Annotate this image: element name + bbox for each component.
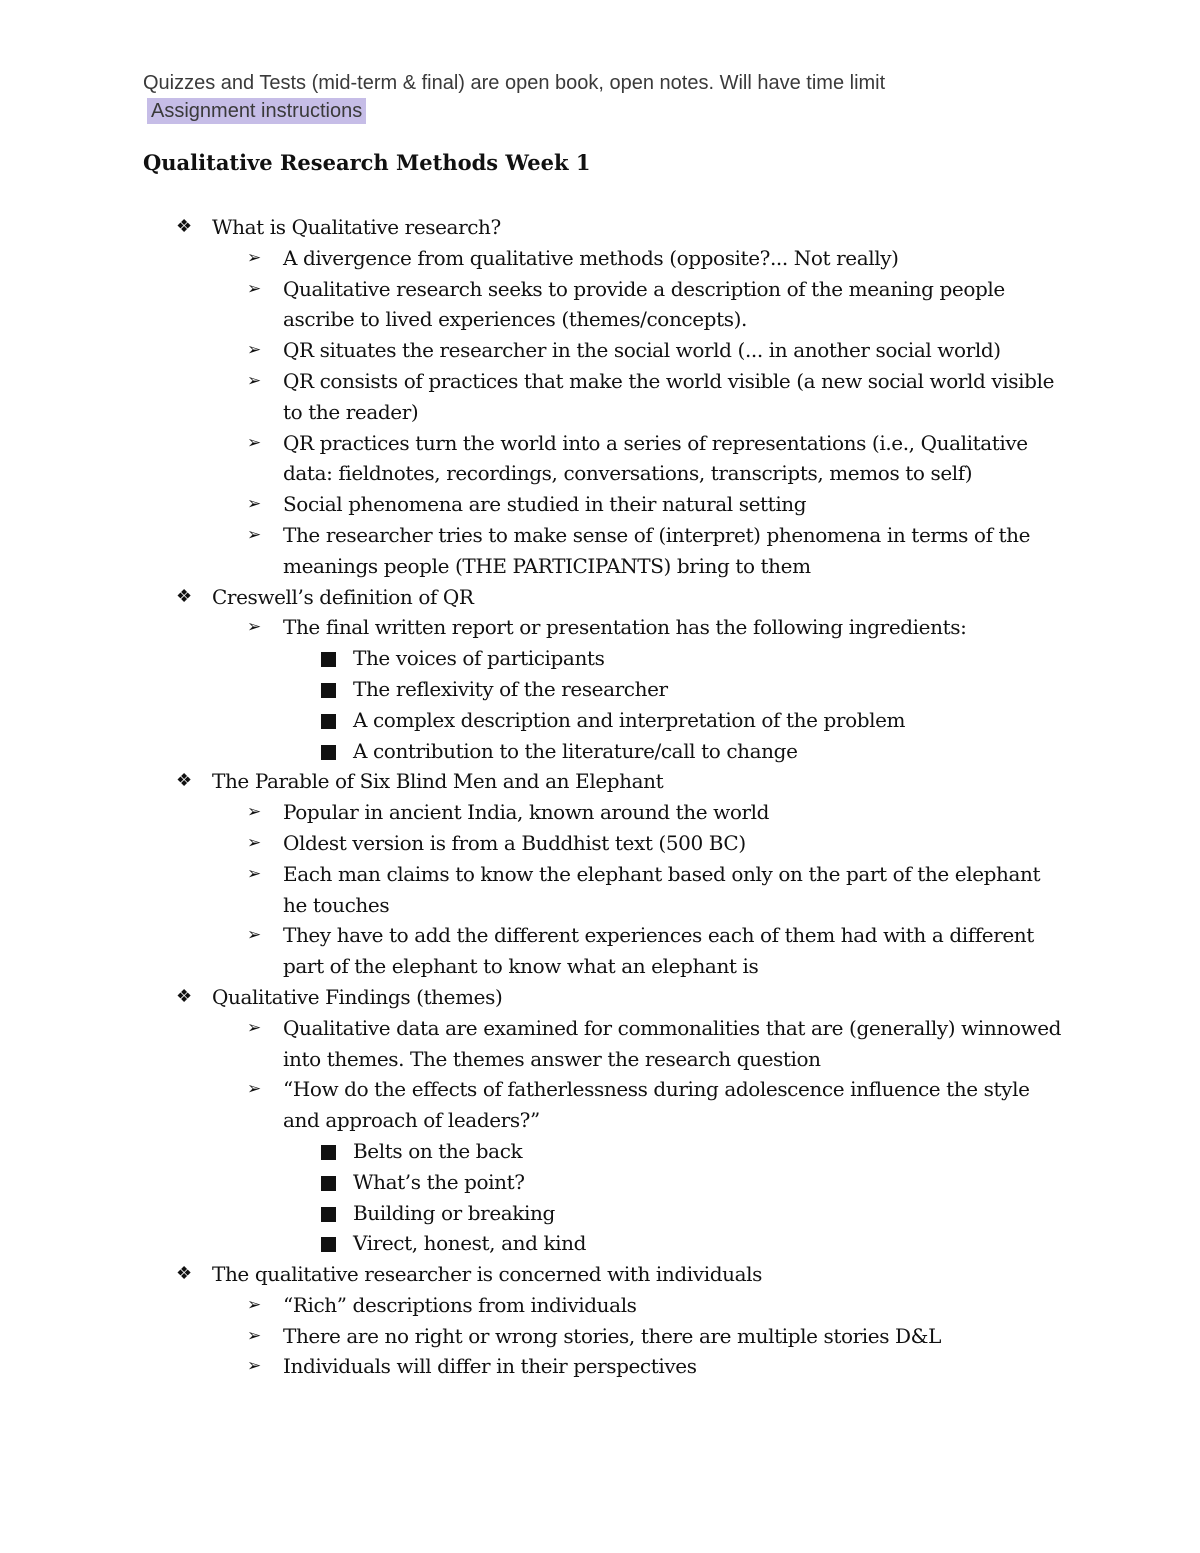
- arrow-bullet-icon: ➢: [247, 925, 262, 946]
- notes-outline: [0, 212, 1200, 1382]
- square-bullet-icon: [321, 1207, 336, 1222]
- outline-item-text: A divergence from qualitative methods (opposite?... Not really): [283, 245, 899, 270]
- outline-item-text: “Rich” descriptions from individuals: [283, 1292, 637, 1317]
- outline-item-level-3: [0, 643, 1200, 674]
- outline-item-level-2: [0, 366, 1063, 428]
- outline-item-text: The voices of participants: [353, 646, 605, 671]
- outline-item-level-3: [0, 1198, 1200, 1229]
- outline-item-level-1: [0, 766, 1200, 797]
- outline-item-level-3: [0, 736, 1200, 767]
- outline-item-text: Building or breaking: [353, 1200, 555, 1225]
- outline-item-text: QR situates the researcher in the social world (... in another social world): [283, 338, 1001, 363]
- arrow-bullet-icon: ➢: [247, 340, 262, 361]
- outline-item-level-2: [0, 1074, 1063, 1136]
- outline-item-text: Creswell’s definition of QR: [212, 584, 474, 609]
- square-bullet-icon: [321, 1145, 336, 1160]
- arrow-bullet-icon: ➢: [247, 617, 262, 638]
- arrow-bullet-icon: ➢: [247, 1294, 262, 1315]
- outline-item-text: “How do the effects of fatherlessness during adolescence influence the style and approach of leaders?”: [283, 1077, 1030, 1133]
- outline-item-text: There are no right or wrong stories, there are multiple stories D&L: [283, 1323, 941, 1348]
- outline-item-level-2: [0, 335, 1063, 366]
- outline-item-text: Individuals will differ in their perspectives: [283, 1354, 697, 1379]
- arrow-bullet-icon: ➢: [247, 1017, 262, 1038]
- outline-item-level-1: [0, 212, 1200, 243]
- square-bullet-icon: [321, 714, 336, 729]
- square-bullet-icon: [321, 1176, 336, 1191]
- arrow-bullet-icon: ➢: [247, 802, 262, 823]
- outline-item-level-2: [0, 274, 1063, 336]
- outline-item-text: What’s the point?: [353, 1169, 525, 1194]
- outline-item-text: What is Qualitative research?: [212, 215, 501, 239]
- square-bullet-icon: [321, 683, 336, 698]
- outline-item-level-2: [0, 243, 1063, 274]
- outline-item-text: Popular in ancient India, known around the world: [283, 800, 770, 825]
- diamond-bullet-icon: ❖: [176, 985, 193, 1007]
- outline-item-level-1: [0, 1259, 1200, 1290]
- arrow-bullet-icon: ➢: [247, 863, 262, 884]
- outline-item-text: Virect, honest, and kind: [353, 1231, 587, 1256]
- outline-item-level-2: [0, 520, 1063, 582]
- assignment-instructions-link[interactable]: Assignment instructions: [147, 98, 366, 124]
- diamond-bullet-icon: ❖: [176, 770, 193, 792]
- arrow-bullet-icon: ➢: [247, 1079, 262, 1100]
- outline-item-text: Belts on the back: [353, 1138, 523, 1163]
- square-bullet-icon: [321, 745, 336, 760]
- course-note: Quizzes and Tests (mid-term & final) are open book, open notes. Will have time limit: [143, 72, 886, 94]
- outline-item-text: They have to add the different experiences each of them had with a different part of the elephant to know what an elephant is: [283, 923, 1034, 979]
- outline-item-text: Each man claims to know the elephant based only on the part of the elephant he touches: [283, 861, 1041, 917]
- outline-item-text: QR practices turn the world into a series of representations (i.e., Qualitative data: fieldnotes, recordings, conversations, transcripts, memos to self): [283, 430, 1028, 486]
- outline-item-text: The Parable of Six Blind Men and an Elephant: [212, 769, 664, 794]
- outline-item-text: A contribution to the literature/call to change: [353, 738, 798, 763]
- diamond-bullet-icon: ❖: [176, 585, 193, 607]
- outline-item-text: QR consists of practices that make the world visible (a new social world visible to the reader): [283, 368, 1054, 424]
- arrow-bullet-icon: ➢: [247, 247, 262, 268]
- arrow-bullet-icon: ➢: [247, 832, 262, 853]
- outline-item-text: Qualitative Findings (themes): [212, 984, 503, 1009]
- outline-item-level-2: [0, 1013, 1063, 1075]
- arrow-bullet-icon: ➢: [247, 432, 262, 453]
- outline-item-level-1: [0, 982, 1200, 1013]
- outline-item-level-2: [0, 859, 1063, 921]
- outline-item-level-2: [0, 612, 1063, 643]
- arrow-bullet-icon: ➢: [247, 524, 262, 545]
- square-bullet-icon: [321, 1237, 336, 1252]
- outline-item-text: The qualitative researcher is concerned with individuals: [212, 1262, 762, 1287]
- arrow-bullet-icon: ➢: [247, 494, 262, 515]
- page-title: Qualitative Research Methods Week 1: [143, 150, 591, 175]
- outline-item-text: A complex description and interpretation of the problem: [353, 707, 906, 732]
- outline-item-level-1: [0, 582, 1200, 613]
- outline-item-text: Oldest version is from a Buddhist text (500 BC): [283, 830, 746, 855]
- outline-item-level-2: [0, 1321, 1063, 1352]
- outline-item-level-3: [0, 1228, 1200, 1259]
- diamond-bullet-icon: ❖: [176, 216, 193, 237]
- outline-item-level-3: [0, 674, 1200, 705]
- outline-item-text: The reflexivity of the researcher: [353, 676, 668, 701]
- outline-item-level-2: [0, 920, 1063, 982]
- outline-item-level-2: [0, 828, 1063, 859]
- arrow-bullet-icon: ➢: [247, 1325, 262, 1346]
- arrow-bullet-icon: ➢: [247, 1356, 262, 1377]
- arrow-bullet-icon: ➢: [247, 278, 262, 299]
- outline-item-text: Qualitative research seeks to provide a description of the meaning people ascribe to lived experiences (themes/concepts).: [283, 276, 1005, 332]
- square-bullet-icon: [321, 652, 336, 667]
- outline-item-level-2: [0, 489, 1063, 520]
- outline-item-level-2: [0, 1290, 1063, 1321]
- outline-item-level-2: [0, 1351, 1063, 1382]
- outline-item-text: The researcher tries to make sense of (interpret) phenomena in terms of the meanings people (THE PARTICIPANTS) bring to them: [283, 522, 1031, 578]
- arrow-bullet-icon: ➢: [247, 370, 262, 391]
- outline-item-level-3: [0, 705, 1200, 736]
- outline-item-text: Social phenomena are studied in their natural setting: [283, 492, 807, 517]
- outline-item-level-2: [0, 797, 1063, 828]
- outline-item-level-2: [0, 428, 1063, 490]
- outline-item-level-3: [0, 1136, 1200, 1167]
- diamond-bullet-icon: ❖: [176, 1263, 193, 1285]
- outline-item-text: Qualitative data are examined for commonalities that are (generally) winnowed into themes. The themes answer the research question: [283, 1015, 1062, 1071]
- outline-item-text: The final written report or presentation has the following ingredients:: [283, 615, 967, 640]
- outline-item-level-3: [0, 1167, 1200, 1198]
